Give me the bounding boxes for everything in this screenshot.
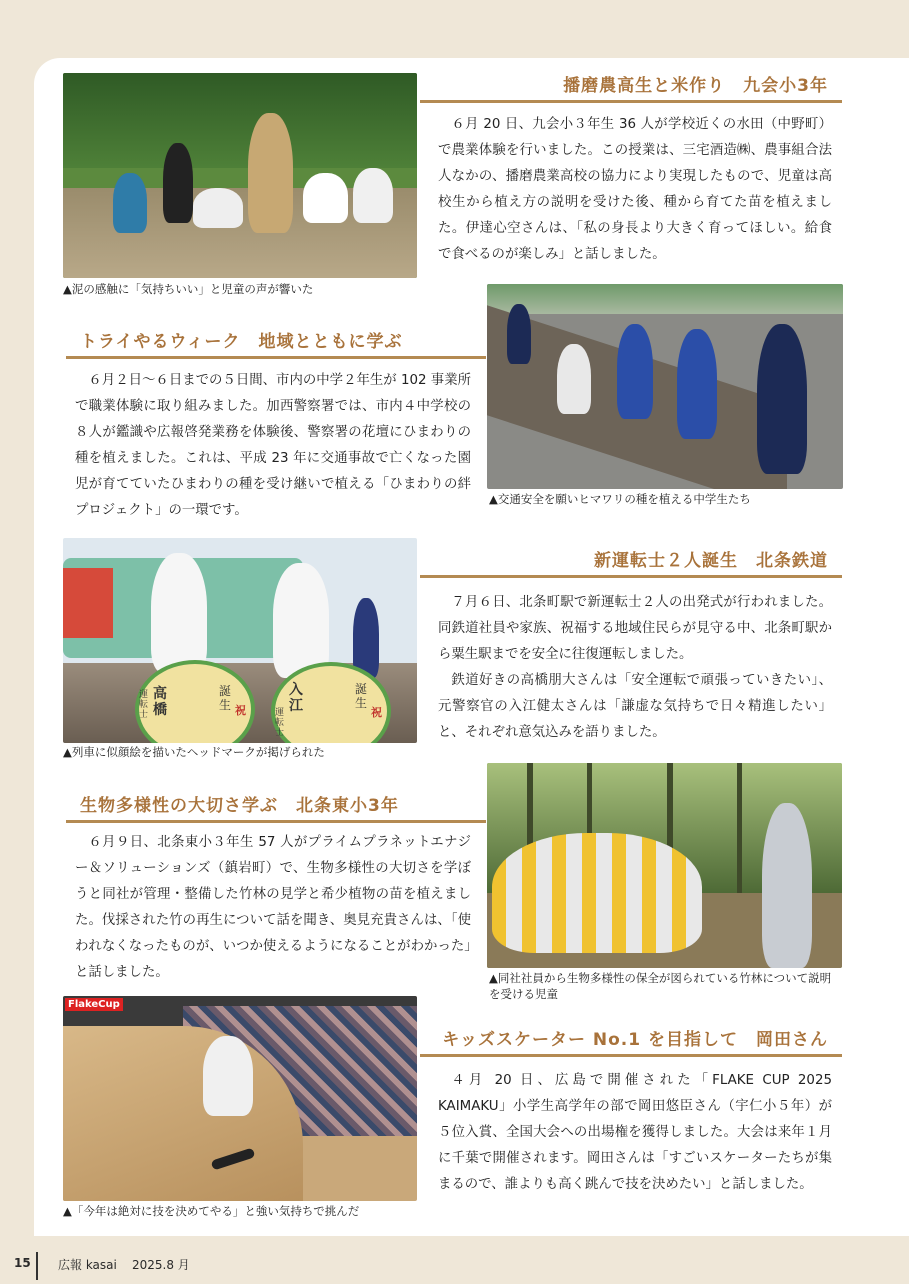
heading-text: 生物多様性の大切さ学ぶ 北条東小3年 bbox=[80, 795, 399, 816]
article-body bbox=[75, 368, 471, 524]
paragraph: 鉄道好きの高橋朋大さんは「安全運転で頑張っていきたい」、元警察官の入江健太さんは「謙虚な気持ちで日々精進したい」と、それぞれ意気込みを語りました。 bbox=[438, 673, 832, 740]
photo-caption: ▲泥の感触に「気持ちいい」と児童の声が響いた bbox=[63, 282, 314, 296]
headmark-role: 運転士 bbox=[139, 690, 149, 720]
page-number: 15 bbox=[14, 1256, 31, 1270]
heading-text: トライやるウィーク 地域とともに学ぶ bbox=[80, 331, 403, 352]
heading-text: 新運転士２人誕生 北条鉄道 bbox=[594, 550, 828, 571]
headmark-mark: 祝 bbox=[371, 706, 382, 719]
article-heading bbox=[420, 1020, 842, 1057]
footer-divider bbox=[36, 1252, 38, 1280]
bamboo-forest-photo bbox=[487, 763, 842, 968]
photo-caption: ▲「今年は絶対に技を決めてやる」と強い気持ちで挑んだ bbox=[63, 1204, 360, 1218]
article-heading bbox=[66, 322, 486, 359]
paragraph: ４月 20 日、広島で開催された「FLAKE CUP 2025 KAIMAKU」小学生高学年の部で岡田悠臣さん（宇仁小５年）が５位入賞、全国大会への出場権を獲得しました。大会は来年１月に千葉で開催されます。岡田さんは「すごいスケーターたちが集まるので、誰よりも高く跳んで技を決めたい」と話しました。 bbox=[438, 1073, 832, 1192]
skateboard-photo bbox=[63, 996, 417, 1201]
headmark-name: 入江 bbox=[289, 682, 303, 714]
rice-planting-photo bbox=[63, 73, 417, 278]
photo-caption: ▲列車に似顔絵を描いたヘッドマークが掲げられた bbox=[63, 745, 325, 759]
headmark-role: 運転士 bbox=[275, 708, 285, 738]
train-drivers-photo bbox=[63, 538, 417, 743]
headmark-mark: 祝 bbox=[235, 704, 246, 717]
article-heading bbox=[420, 66, 842, 103]
article-body bbox=[438, 1068, 832, 1198]
magazine-name: 広報 kasai bbox=[58, 1258, 117, 1272]
heading-text: キッズスケーター No.1 を目指して 岡田さん bbox=[442, 1029, 828, 1050]
paragraph: ７月６日、北条町駅で新運転士２人の出発式が行われました。同鉄道社員や家族、祝福する地域住民らが見守る中、北条町駅から粟生駅までを安全に往復運転しました。 bbox=[438, 595, 832, 662]
headmark-name: 高橋 bbox=[153, 686, 167, 718]
paragraph: ６月２日～６日までの５日間、市内の中学２年生が 102 事業所で職業体験に取り組みました。加西警察署では、市内４中学校の８人が鑑識や広報啓発業務を体験後、警察署の花壇にひまわりの種を植えました。これは、平成 23 年に交通事故で亡くなった園児が育てていたひまわりの種を受け継いで植える「ひまわりの絆プロジェクト」の一環です。 bbox=[75, 373, 471, 518]
photo-caption: ▲同社社員から生物多様性の保全が図られている竹林について説明を受ける児童 bbox=[489, 971, 832, 1001]
article-body bbox=[438, 112, 832, 268]
article-heading bbox=[420, 541, 842, 578]
article-body bbox=[438, 590, 832, 746]
paragraph: ６月９日、北条東小３年生 57 人がプライムプラネットエナジー＆ソリューションズ（鎮岩町）で、生物多様性の大切さを学ぼうと同社が管理・整備した竹林の見学と希少植物の苗を植えました。伐採された竹の再生について話を聞き、奥見充貴さんは、「使われなくなったものが、いつか使えるようになることがわかった」と話しました。 bbox=[75, 835, 471, 980]
article-heading bbox=[66, 786, 486, 823]
page-footer bbox=[0, 1248, 909, 1284]
headmark-celebrate: 誕生 bbox=[355, 682, 368, 710]
paragraph: ６月 20 日、九会小３年生 36 人が学校近くの水田（中野町）で農業体験を行いました。この授業は、三宅酒造㈱、農事組合法人なかの、播磨農業高校の協力により実現したもので、児童は高校生から植え方の説明を受けた後、種から育てた苗を植えました。伊達心空さんは、「私の身長より大きく育ってほしい。給食で食べるのが楽しみ」と話しました。 bbox=[438, 117, 832, 262]
event-banner: FlakeCup bbox=[65, 998, 123, 1011]
headmark-celebrate: 誕生 bbox=[219, 684, 232, 712]
issue-date: 2025.8 月 bbox=[132, 1258, 190, 1272]
photo-caption: ▲交通安全を願いヒマワリの種を植える中学生たち bbox=[489, 492, 751, 506]
sunflower-planting-photo bbox=[487, 284, 843, 489]
article-body bbox=[75, 830, 471, 986]
heading-text: 播磨農高生と米作り 九会小3年 bbox=[563, 75, 828, 96]
